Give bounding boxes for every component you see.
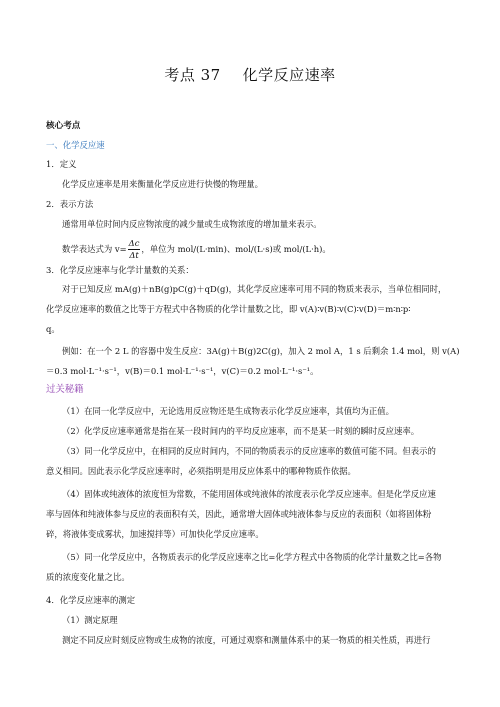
section-core: 核心考点	[46, 121, 81, 131]
section-heading-2: 过关秘籍	[46, 384, 84, 395]
title-number: 考点 37	[164, 66, 221, 84]
key-4-line-2: 率与固体和纯液体参与反应的表面积有关，因此，通常增大固体或纯液体参与反应的表面积（如将固体粉	[46, 509, 432, 519]
item-4-sub-heading: （1）测定原理	[62, 615, 118, 625]
key-3-line-2: 意义相同。因此表示化学反应速率时，必须指明是用反应体系中的哪种物质作依据。	[46, 466, 356, 476]
item-4-heading: 4．化学反应速率的测定	[46, 595, 136, 605]
item-3-heading: 3．化学反应速率与化学计量数的关系：	[46, 265, 194, 275]
key-4-line-1: （4）固体或纯液体的浓度恒为常数，不能用固体或纯液体的浓度表示化学反应速率。但是化学反应速	[62, 489, 436, 499]
key-5-line-1: （5）同一化学反应中，各物质表示的化学反应速率之比=化学方程式中各物质的化学计量数之比=各物	[62, 552, 442, 562]
item-1-heading: 1．定义	[46, 159, 77, 169]
section-heading-1: 一、化学反应速	[46, 140, 105, 150]
key-5-line-2: 质的浓度变化量之比。	[46, 572, 130, 582]
item-3-line-2: 化学反应速率的数值之比等于方程式中各物质的化学计量数之比，即 v(A)∶v(B)∶v(C)∶v(D)＝m∶n∶p∶	[46, 304, 411, 314]
key-4-line-3: 碎，将液体变成雾状，加速搅拌等）可加快化学反应速率。	[46, 529, 264, 539]
formula-suffix: ，单位为 mol/(L·min)、mol/(L·s)或 mol/(L·h)。	[141, 244, 331, 254]
formula-line	[62, 237, 472, 261]
example-line-1: 例如：在一个 2 L 的容器中发生反应：3A(g)＋B(g)2C(g)，加入 2 mol A，1 s 后剩余 1.4 mol，则 v(A)	[62, 346, 460, 356]
title-text: 化学反应速率	[242, 66, 336, 84]
formula-prefix: 数学表达式为 v=	[62, 244, 127, 254]
key-2: （2）化学反应速率通常是指在某一段时间内的平均反应速率，而不是某一时刻的瞬时反应速率。	[62, 426, 420, 436]
item-2-text: 通常用单位时间内反应物浓度的减少量或生成物浓度的增加量来表示。	[62, 219, 322, 229]
example-line-2: ＝0.3 mol·L⁻¹·s⁻¹，v(B)＝0.1 mol·L⁻¹·s⁻¹，v(C)＝0.2 mol·L⁻¹·s⁻¹。	[46, 366, 319, 376]
item-1-text: 化学反应速率是用来衡量化学反应进行快慢的物理量。	[62, 179, 263, 189]
page-title	[0, 64, 500, 85]
fraction-numerator: Δc	[128, 238, 140, 248]
item-4-text: 测定不同反应时刻反应物或生成物的浓度，可通过观察和测量体系中的某一物质的相关性质，再进行	[62, 635, 431, 645]
fraction-denominator: Δt	[129, 250, 139, 260]
item-3-line-3: q。	[46, 324, 60, 334]
formula-fraction	[128, 238, 141, 261]
item-2-heading: 2．表示方法	[46, 199, 94, 209]
key-1: （1）在同一化学反应中，无论选用反应物还是生成物表示化学反应速率，其值均为正值。	[62, 406, 394, 416]
item-3-line-1: 对于已知反应 mA(g)＋nB(g)pC(g)＋qD(g)，其化学反应速率可用不同的物质来表示，当单位相同时，	[62, 284, 447, 294]
key-3-line-1: （3）同一化学反应中，在相同的反应时间内，不同的物质表示的反应速率的数值可能不同。但表示的	[62, 446, 436, 456]
